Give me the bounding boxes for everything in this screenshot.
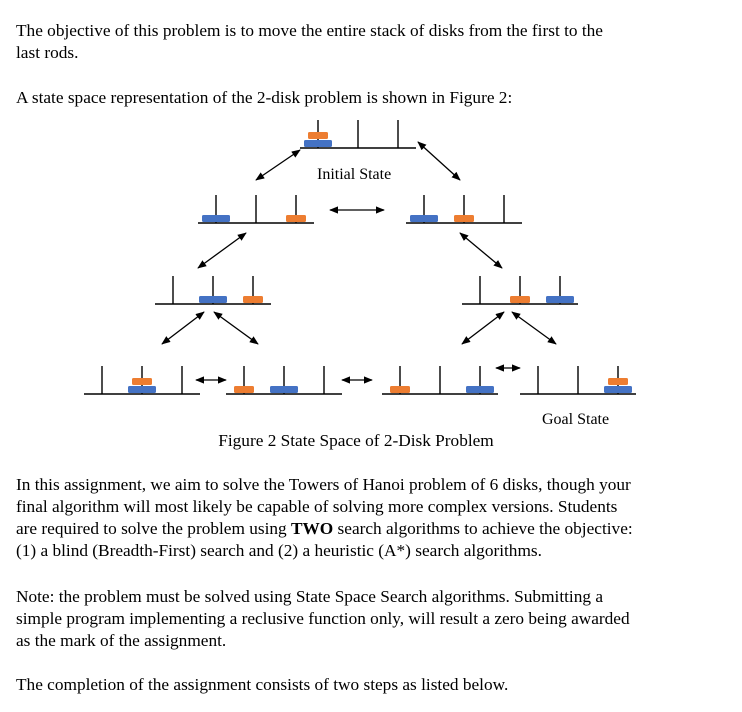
state-l2 — [155, 276, 271, 304]
large-disk — [202, 215, 230, 222]
state-space-figure — [0, 110, 712, 410]
transition-arrow — [512, 312, 556, 344]
transition-arrow — [256, 150, 300, 180]
small-disk — [308, 132, 328, 139]
large-disk — [304, 140, 332, 147]
state-r2 — [462, 276, 578, 304]
note-line-1: Note: the problem must be solved using State Space Search algorithms. Submitting a — [16, 587, 603, 606]
small-disk — [243, 296, 263, 303]
large-disk — [546, 296, 574, 303]
assignment-line-2: final algorithm will most likely be capable of solving more complex versions. Students — [16, 497, 618, 516]
state-r1 — [406, 195, 522, 223]
intro-line-2: last rods. — [16, 43, 79, 62]
large-disk — [199, 296, 227, 303]
assignment-line-1: In this assignment, we aim to solve the Towers of Hanoi problem of 6 disks, though your — [16, 475, 631, 494]
note-line-3: as the mark of the assignment. — [16, 631, 227, 650]
assignment-line-3-after: search algorithms to achieve the objective: — [333, 519, 633, 538]
small-disk — [510, 296, 530, 303]
initial-state-label: Initial State — [317, 166, 392, 183]
state-b1 — [84, 366, 200, 394]
state-initial — [300, 120, 416, 148]
large-disk — [466, 386, 494, 393]
state-space-intro: A state space representation of the 2-disk problem is shown in Figure 2: — [16, 88, 513, 107]
intro-paragraph — [16, 20, 706, 64]
state-b3 — [382, 366, 498, 394]
small-disk — [132, 378, 152, 385]
large-disk — [128, 386, 156, 393]
state-b4 — [520, 366, 636, 394]
note-line-2: simple program implementing a reclusive function only, will result a zero being awarded — [16, 609, 630, 628]
large-disk — [604, 386, 632, 393]
goal-state-label: Goal State — [542, 411, 610, 428]
small-disk — [234, 386, 254, 393]
state-l1 — [198, 195, 314, 223]
transition-arrow — [198, 233, 246, 268]
state-b2 — [226, 366, 342, 394]
assignment-line-3-bold: TWO — [290, 519, 334, 538]
large-disk — [410, 215, 438, 222]
transition-arrow — [418, 142, 460, 180]
note-paragraph — [16, 586, 706, 652]
small-disk — [286, 215, 306, 222]
transition-arrow — [214, 312, 258, 344]
small-disk — [454, 215, 474, 222]
intro-line-1: The objective of this problem is to move the entire stack of disks from the first to the — [16, 21, 603, 40]
assignment-line-3-before: are required to solve the problem using — [16, 519, 291, 538]
transition-arrow — [462, 312, 504, 344]
assignment-line-4: (1) a blind (Breadth-First) search and (2) a heuristic (A*) search algorithms. — [16, 541, 542, 560]
state-diagrams — [84, 120, 636, 394]
figure-caption: Figure 2 State Space of 2-Disk Problem — [218, 431, 494, 450]
large-disk — [270, 386, 298, 393]
transition-arrow — [162, 312, 204, 344]
completion-paragraph: The completion of the assignment consists of two steps as listed below. — [16, 675, 509, 694]
transition-arrow — [460, 233, 502, 268]
small-disk — [390, 386, 410, 393]
assignment-paragraph — [16, 474, 706, 562]
small-disk — [608, 378, 628, 385]
